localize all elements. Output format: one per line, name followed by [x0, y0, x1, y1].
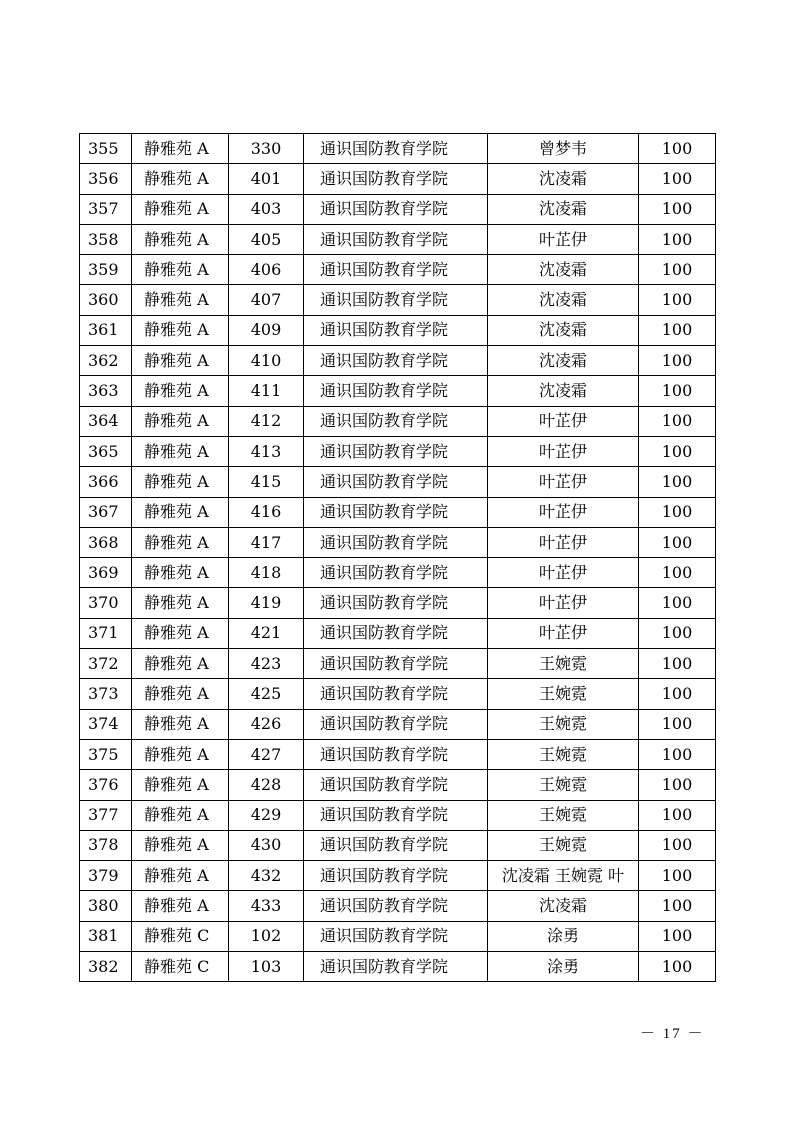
- teacher-name: 王婉霓: [538, 654, 587, 673]
- score-cell: 100: [639, 164, 716, 194]
- teacher-name: 涂勇: [546, 927, 579, 946]
- table-row: [80, 709, 716, 739]
- teacher-name: 沈凌霜: [538, 291, 587, 310]
- row-number-cell: 364: [80, 406, 132, 436]
- college-cell: 通识国防教育学院: [304, 346, 488, 376]
- college-cell: 通识国防教育学院: [304, 921, 488, 951]
- teacher-name: 叶芷伊: [538, 624, 587, 643]
- teacher-name: 叶芷伊: [538, 412, 587, 431]
- college-cell: 通识国防教育学院: [304, 891, 488, 921]
- room-number-cell: 409: [229, 315, 304, 345]
- teacher-name: 叶芷伊: [538, 594, 587, 613]
- table-row: [80, 800, 716, 830]
- row-number-cell: 375: [80, 739, 132, 769]
- score-cell: 100: [639, 558, 716, 588]
- college-cell: 通识国防教育学院: [304, 952, 488, 982]
- teacher-name: 叶芷伊: [538, 533, 587, 552]
- building-cell: 静雅苑 A: [132, 436, 229, 466]
- teacher-cell: [488, 164, 639, 194]
- teacher-cell: [488, 588, 639, 618]
- table-row: [80, 376, 716, 406]
- row-number-cell: 368: [80, 527, 132, 557]
- room-number-cell: 417: [229, 527, 304, 557]
- teacher-name: 王婉霓: [538, 806, 587, 825]
- score-cell: 100: [639, 830, 716, 860]
- table-row: [80, 921, 716, 951]
- building-cell: 静雅苑 A: [132, 739, 229, 769]
- teacher-name: 王婉霓: [538, 745, 587, 764]
- teacher-name: 沈凌霜: [538, 200, 587, 219]
- teacher-cell: [488, 709, 639, 739]
- table-row: [80, 830, 716, 860]
- college-cell: 通识国防教育学院: [304, 224, 488, 254]
- table-row: [80, 194, 716, 224]
- row-number-cell: 356: [80, 164, 132, 194]
- score-cell: 100: [639, 921, 716, 951]
- college-cell: 通识国防教育学院: [304, 558, 488, 588]
- score-cell: 100: [639, 194, 716, 224]
- room-number-cell: 430: [229, 830, 304, 860]
- score-cell: 100: [639, 739, 716, 769]
- row-number-cell: 358: [80, 224, 132, 254]
- teacher-cell: [488, 952, 639, 982]
- table-row: [80, 497, 716, 527]
- score-cell: 100: [639, 134, 716, 164]
- room-number-cell: 411: [229, 376, 304, 406]
- room-number-cell: 425: [229, 679, 304, 709]
- building-cell: 静雅苑 A: [132, 315, 229, 345]
- score-cell: 100: [639, 649, 716, 679]
- teacher-name: 曾梦韦: [538, 139, 587, 158]
- teacher-cell: [488, 224, 639, 254]
- building-cell: 静雅苑 A: [132, 467, 229, 497]
- row-number-cell: 380: [80, 891, 132, 921]
- building-cell: 静雅苑 A: [132, 194, 229, 224]
- building-cell: 静雅苑 A: [132, 679, 229, 709]
- building-cell: 静雅苑 A: [132, 497, 229, 527]
- table-row: [80, 467, 716, 497]
- room-number-cell: 423: [229, 649, 304, 679]
- table-row: [80, 618, 716, 648]
- score-cell: 100: [639, 346, 716, 376]
- teacher-cell: [488, 315, 639, 345]
- teacher-cell: [488, 436, 639, 466]
- row-number-cell: 374: [80, 709, 132, 739]
- college-cell: 通识国防教育学院: [304, 376, 488, 406]
- teacher-cell: [488, 194, 639, 224]
- college-cell: 通识国防教育学院: [304, 770, 488, 800]
- room-number-cell: 406: [229, 255, 304, 285]
- table-row: [80, 891, 716, 921]
- table-row: [80, 436, 716, 466]
- row-number-cell: 382: [80, 952, 132, 982]
- row-number-cell: 372: [80, 649, 132, 679]
- score-cell: 100: [639, 770, 716, 800]
- teacher-name: 王婉霓: [538, 836, 587, 855]
- row-number-cell: 363: [80, 376, 132, 406]
- row-number-cell: 357: [80, 194, 132, 224]
- teacher-name: 叶芷伊: [538, 442, 587, 461]
- college-cell: 通识国防教育学院: [304, 285, 488, 315]
- table-row: [80, 315, 716, 345]
- table-row: [80, 285, 716, 315]
- score-cell: 100: [639, 467, 716, 497]
- college-cell: 通识国防教育学院: [304, 164, 488, 194]
- score-cell: 100: [639, 315, 716, 345]
- college-cell: 通识国防教育学院: [304, 194, 488, 224]
- table-row: [80, 588, 716, 618]
- table-body: [80, 134, 716, 982]
- building-cell: 静雅苑 A: [132, 376, 229, 406]
- table-row: [80, 346, 716, 376]
- teacher-cell: [488, 497, 639, 527]
- table-row: [80, 558, 716, 588]
- score-cell: 100: [639, 224, 716, 254]
- row-number-cell: 377: [80, 800, 132, 830]
- score-cell: 100: [639, 588, 716, 618]
- teacher-cell: [488, 861, 639, 891]
- teacher-cell: [488, 921, 639, 951]
- building-cell: 静雅苑 A: [132, 709, 229, 739]
- table-row: [80, 224, 716, 254]
- building-cell: 静雅苑 C: [132, 952, 229, 982]
- table-row: [80, 255, 716, 285]
- college-cell: 通识国防教育学院: [304, 739, 488, 769]
- score-cell: 100: [639, 891, 716, 921]
- teacher-name: 沈凌霜: [538, 382, 587, 401]
- score-cell: 100: [639, 527, 716, 557]
- building-cell: 静雅苑 A: [132, 649, 229, 679]
- college-cell: 通识国防教育学院: [304, 406, 488, 436]
- teacher-name: 涂勇: [546, 957, 579, 976]
- score-cell: 100: [639, 436, 716, 466]
- teacher-cell: [488, 679, 639, 709]
- teacher-cell: [488, 255, 639, 285]
- row-number-cell: 367: [80, 497, 132, 527]
- teacher-name: 叶芷伊: [538, 472, 587, 491]
- table-row: [80, 134, 716, 164]
- building-cell: 静雅苑 A: [132, 224, 229, 254]
- teacher-cell: [488, 527, 639, 557]
- college-cell: 通识国防教育学院: [304, 618, 488, 648]
- table-row: [80, 739, 716, 769]
- room-number-cell: 405: [229, 224, 304, 254]
- teacher-name: 叶芷伊: [538, 503, 587, 522]
- teacher-cell: [488, 134, 639, 164]
- teacher-cell: [488, 346, 639, 376]
- score-cell: 100: [639, 376, 716, 406]
- building-cell: 静雅苑 A: [132, 800, 229, 830]
- room-number-cell: 410: [229, 346, 304, 376]
- building-cell: 静雅苑 A: [132, 618, 229, 648]
- room-number-cell: 421: [229, 618, 304, 648]
- teacher-cell: [488, 467, 639, 497]
- score-cell: 100: [639, 255, 716, 285]
- teacher-name: 王婉霓: [538, 684, 587, 703]
- page-number: － 17 －: [640, 1026, 705, 1042]
- score-cell: 100: [639, 709, 716, 739]
- teacher-cell: [488, 770, 639, 800]
- row-number-cell: 359: [80, 255, 132, 285]
- teacher-cell: [488, 739, 639, 769]
- building-cell: 静雅苑 A: [132, 588, 229, 618]
- dormitory-score-table: [79, 133, 716, 982]
- building-cell: 静雅苑 A: [132, 164, 229, 194]
- college-cell: 通识国防教育学院: [304, 315, 488, 345]
- row-number-cell: 366: [80, 467, 132, 497]
- room-number-cell: 419: [229, 588, 304, 618]
- table-row: [80, 679, 716, 709]
- teacher-name: 王婉霓: [538, 715, 587, 734]
- room-number-cell: 401: [229, 164, 304, 194]
- teacher-cell: [488, 800, 639, 830]
- building-cell: 静雅苑 A: [132, 346, 229, 376]
- room-number-cell: 412: [229, 406, 304, 436]
- building-cell: 静雅苑 C: [132, 921, 229, 951]
- college-cell: 通识国防教育学院: [304, 255, 488, 285]
- row-number-cell: 373: [80, 679, 132, 709]
- row-number-cell: 355: [80, 134, 132, 164]
- room-number-cell: 415: [229, 467, 304, 497]
- teacher-name: 沈凌霜: [538, 321, 587, 340]
- room-number-cell: 413: [229, 436, 304, 466]
- building-cell: 静雅苑 A: [132, 285, 229, 315]
- building-cell: 静雅苑 A: [132, 830, 229, 860]
- teacher-cell: [488, 618, 639, 648]
- row-number-cell: 381: [80, 921, 132, 951]
- table-row: [80, 770, 716, 800]
- score-cell: 100: [639, 406, 716, 436]
- row-number-cell: 362: [80, 346, 132, 376]
- row-number-cell: 365: [80, 436, 132, 466]
- row-number-cell: 371: [80, 618, 132, 648]
- room-number-cell: 432: [229, 861, 304, 891]
- teacher-cell: [488, 285, 639, 315]
- room-number-cell: 407: [229, 285, 304, 315]
- row-number-cell: 376: [80, 770, 132, 800]
- teacher-name: 王婉霓: [538, 775, 587, 794]
- room-number-cell: 433: [229, 891, 304, 921]
- building-cell: 静雅苑 A: [132, 255, 229, 285]
- teacher-name: 沈凌霜 王婉霓 叶: [501, 866, 625, 885]
- college-cell: 通识国防教育学院: [304, 497, 488, 527]
- table-row: [80, 527, 716, 557]
- teacher-name: 叶芷伊: [538, 563, 587, 582]
- college-cell: 通识国防教育学院: [304, 649, 488, 679]
- score-cell: 100: [639, 952, 716, 982]
- teacher-cell: [488, 558, 639, 588]
- teacher-cell: [488, 376, 639, 406]
- teacher-cell: [488, 406, 639, 436]
- room-number-cell: 429: [229, 800, 304, 830]
- college-cell: 通识国防教育学院: [304, 467, 488, 497]
- college-cell: 通识国防教育学院: [304, 709, 488, 739]
- room-number-cell: 418: [229, 558, 304, 588]
- room-number-cell: 426: [229, 709, 304, 739]
- college-cell: 通识国防教育学院: [304, 800, 488, 830]
- score-cell: 100: [639, 285, 716, 315]
- score-cell: 100: [639, 679, 716, 709]
- teacher-name: 沈凌霜: [538, 351, 587, 370]
- row-number-cell: 360: [80, 285, 132, 315]
- college-cell: 通识国防教育学院: [304, 830, 488, 860]
- row-number-cell: 379: [80, 861, 132, 891]
- room-number-cell: 102: [229, 921, 304, 951]
- college-cell: 通识国防教育学院: [304, 679, 488, 709]
- college-cell: 通识国防教育学院: [304, 436, 488, 466]
- table-row: [80, 649, 716, 679]
- row-number-cell: 378: [80, 830, 132, 860]
- building-cell: 静雅苑 A: [132, 406, 229, 436]
- table-row: [80, 164, 716, 194]
- building-cell: 静雅苑 A: [132, 770, 229, 800]
- room-number-cell: 416: [229, 497, 304, 527]
- teacher-name: 沈凌霜: [538, 260, 587, 279]
- college-cell: 通识国防教育学院: [304, 861, 488, 891]
- teacher-cell: [488, 649, 639, 679]
- score-cell: 100: [639, 618, 716, 648]
- table-row: [80, 406, 716, 436]
- row-number-cell: 361: [80, 315, 132, 345]
- row-number-cell: 369: [80, 558, 132, 588]
- room-number-cell: 103: [229, 952, 304, 982]
- teacher-name: 叶芷伊: [538, 230, 587, 249]
- building-cell: 静雅苑 A: [132, 527, 229, 557]
- teacher-cell: [488, 830, 639, 860]
- building-cell: 静雅苑 A: [132, 134, 229, 164]
- room-number-cell: 403: [229, 194, 304, 224]
- teacher-name: 沈凌霜: [538, 897, 587, 916]
- room-number-cell: 330: [229, 134, 304, 164]
- table-row: [80, 861, 716, 891]
- room-number-cell: 428: [229, 770, 304, 800]
- teacher-name: 沈凌霜: [538, 169, 587, 188]
- row-number-cell: 370: [80, 588, 132, 618]
- score-cell: 100: [639, 861, 716, 891]
- college-cell: 通识国防教育学院: [304, 527, 488, 557]
- college-cell: 通识国防教育学院: [304, 134, 488, 164]
- college-cell: 通识国防教育学院: [304, 588, 488, 618]
- building-cell: 静雅苑 A: [132, 861, 229, 891]
- table-row: [80, 952, 716, 982]
- score-cell: 100: [639, 800, 716, 830]
- score-cell: 100: [639, 497, 716, 527]
- building-cell: 静雅苑 A: [132, 891, 229, 921]
- room-number-cell: 427: [229, 739, 304, 769]
- building-cell: 静雅苑 A: [132, 558, 229, 588]
- teacher-cell: [488, 891, 639, 921]
